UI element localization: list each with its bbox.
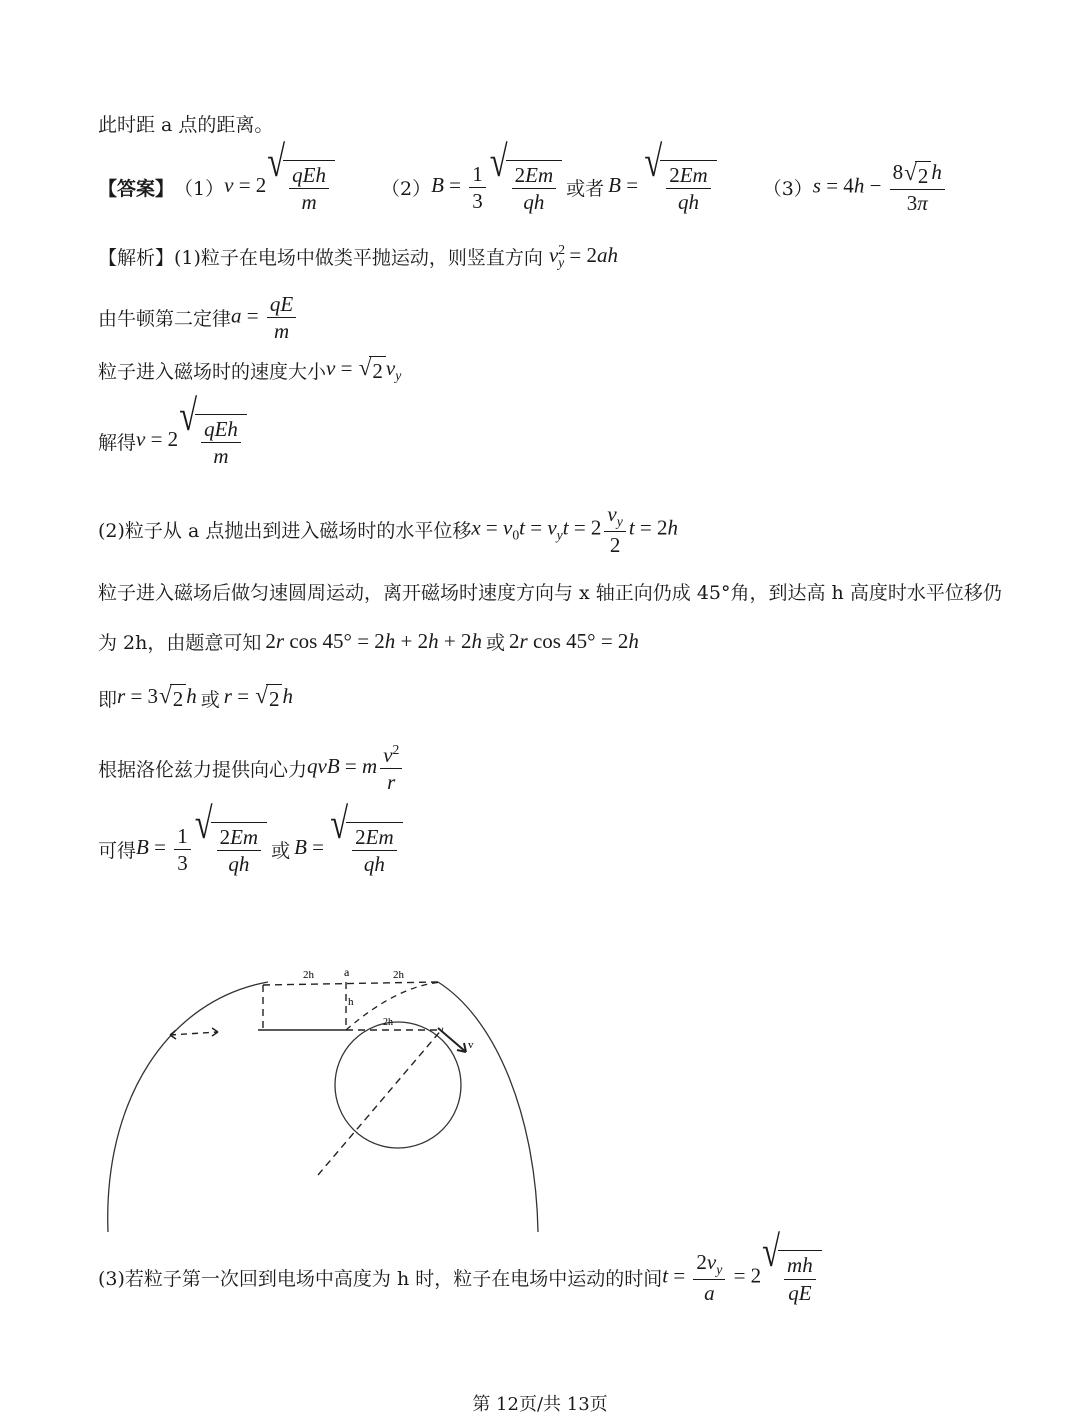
label-h: h — [348, 996, 354, 1008]
answer-part-3: （3） — [762, 177, 813, 200]
analysis-tag: 【解析】 — [98, 247, 175, 270]
figure-background — [98, 960, 548, 1235]
analysis-line-5: (2)粒子从 a 点抛出到进入磁场时的水平位移 $x = v_0t = v_yt = 2$ $\frac{v_y}{2}$ t = 2h — [98, 502, 678, 557]
analysis-line-9: 根据洛伦兹力提供向心力 qvB = m $\frac{v^2}{r}$ — [98, 742, 405, 794]
analysis-line-1: 【解析】 (1)粒子在电场中做类平抛运动，则竖直方向 $v^2_y = 2ah$ — [98, 242, 618, 271]
analysis-line-11: (3)若粒子第一次回到电场中高度为 h 时，粒子在电场中运动的时间 t = $\frac{2v_y}{a}$ = 2 √ $\frac{mh}{qE}$ — [98, 1250, 822, 1305]
analysis-line-3: 粒子进入磁场时的速度大小 v = √ 2 $v_y$ — [98, 354, 402, 384]
formula-s: s = 4h − 8 √ 2 h 3π — [813, 160, 948, 215]
trajectory-figure — [98, 960, 548, 1235]
answer-part-1: （1） — [174, 177, 225, 200]
label-2h-left: 2h — [303, 969, 314, 981]
label-2h-right: 2h — [393, 969, 404, 981]
analysis-line-4: 解得 v = 2 √ $\frac{\text{qEh}}{m}$ — [98, 414, 247, 468]
intro-text: 此时距 a 点的距离。 — [98, 114, 274, 136]
analysis-line-6: 粒子进入磁场后做匀速圆周运动，离开磁场时速度方向与 x 轴正向仍成 45°角，到达高 h 高度时水平位移仍 — [98, 582, 1002, 604]
answer-line — [98, 138, 948, 215]
analysis-line-8: 即 r = 3 √ 2 h 或 r = √ 2 h — [98, 682, 293, 712]
analysis-line-2: 由牛顿第二定律 a = $\frac{qE}{m}$ — [98, 292, 299, 343]
analysis-line-10: 可得 B = $\frac{1}{3}$ √ $\frac{2Em}{qh}$ 或 B = √ $\frac{2Em}{qh}$ — [98, 822, 403, 876]
formula-B1: B = $\frac{1}{3}$ √ $\frac{2Em}{qh}$ — [431, 160, 562, 214]
formula-B2: B = √ $\frac{2Em}{qh}$ — [608, 160, 717, 214]
label-a: a — [344, 965, 350, 979]
page-number: 第 12页/共 13页 — [472, 1394, 608, 1415]
analysis-line-7: 为 2h，由题意可知 2r cos 45° = 2h + 2h + 2h 或 2r cos 45° = 2h — [98, 629, 639, 654]
formula-v: v = 2 √ $\frac{\text{qEh}}{m}$ — [224, 160, 335, 214]
answer-part-2: （2） — [380, 177, 432, 200]
answer-tag: 【答案】 — [98, 177, 175, 200]
answer-or: 或者 — [566, 177, 605, 200]
label-2h-mid: 2h — [383, 1017, 393, 1028]
label-v: v — [468, 1039, 474, 1051]
